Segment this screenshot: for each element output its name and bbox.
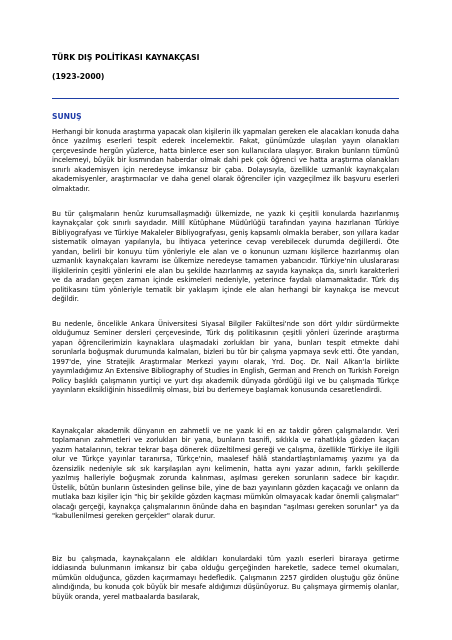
paragraph-1: Herhangi bir konuda araştırma yapacak olan kişilerin ilk yapmaları gereken ele alacakları konuda daha önce yazılmış eserleri tespit ederek incelemektir. Fakat, günümüzde ulaşılan yayın olanakları çerçevesinde hergün yüzlerce, hatta binlerce eser son kullanıcılara ulaşıyor. Bırakın bunların tümünü incelemeyi, büyük bir kısmından haberdar olmak dahi pek çok öğrenci ve hatta araştırma olanakları sınırlı akademisyen için neredeyse imkansız bir çaba. Dolayısıyla, özellikle uzmanlık kaynakçaları akademisyenler, araştırmacılar ve daha genel olarak öğrenciler için vazgeçilmez ilk başvuru eserleri olmaktadır.: [52, 128, 399, 193]
paragraph-5: Biz bu çalışmada, kaynakçaların ele aldıkları konulardaki tüm yazılı eserleri biraraya getirme iddiasında bulunmanın imkansız bir çaba olduğu gerçeğinden hareketle, sadece temel okumaları, mümkün olduğunca, gözden kaçırmamayı hedefledik. Çalışmanın 2257 girdiden oluştuğu göz önüne alındığında, bu konuda çok büyük bir mesafe aldığımızı düşünüyoruz. Bu çalışmaya girmemiş olanlar, büyük oranda, yerel matbaalarda basılarak,: [52, 555, 399, 601]
document-title: TÜRK DIŞ POLİTİKASI KAYNAKÇASI: [52, 53, 200, 62]
horizontal-divider: [52, 98, 399, 99]
paragraph-4: Kaynakçalar akademik dünyanın en zahmetli ve ne yazık ki en az takdir gören çalışmalarıdır. Veri toplamanın zahmetleri ve zorlukları bir yana, bunların tasnifi, sıklıkla ve rahatlıkla gözden kaçan yazım hatalarının, tekrar tekrar başa dönerek düzeltilmesi gereği ve çalışma, özellikle Türkiye ile ilgili olur ve Türkçe yayınlar taranırsa, Türkçe'nin, maalesef hâlâ standartlaştırılamamış yazımı ya da özensizlik nedeniyle sık sık karşılaşılan aynı kelimenin, hatta aynı yazar adının, farklı şekillerde yazılmış halleriyle boğuşmak zorunda kalınması, aşılması gereken sorunların sadece bir kaçıdır. Üstelik, bütün bunların üstesinden gelinse bile, yine de bazı yayınların gözden kaçacağı ve onların da mutlaka bazı kişiler için "hiç bir şekilde gözden kaçması mümkün olmayacak kadar önemli çalışmalar" olacağı gerçeği, kaynakça çalışmalarının önünde daha en başından "aşılması gereken sorunlar" ya da "kabullenilmesi gereken gerçekler" olarak durur.: [52, 427, 399, 521]
paragraph-3: Bu nedenle, öncelikle Ankara Üniversitesi Siyasal Bilgiler Fakültesi'nde son dört yıldır sürdürmekte olduğumuz Seminer dersleri çerçevesinde, Türk dış politikasının çeşitli yönleri üzerinde araştırma yapan öğrencilerimizin kaynaklara ulaşmadaki zorlukları bir yana, bunları tespit etmekte dahi sorunlarla boğuşmak durumunda kalmaları, bizleri bu tür bir çalışma yapmaya sevk etti. Öte yandan, 1997'de, yine Stratejik Araştırmalar Merkezi yayını olarak, Yrd. Doç. Dr. Nail Alkan'la birlikte yayımladığımız An Extensive Bibliography of Studies in English, German and French on Turkish Foreign Policy başlıklı çalışmanın yurtiçi ve yurt dışı akademik dünyada gördüğü ilgi ve bu çalışmada Türkçe yayınların eksikliğinin hissedilmiş olması, bizi bu derlemeye başlamak konusunda cesaretlendirdi.: [52, 320, 399, 395]
paragraph-2: Bu tür çalışmaların henüz kurumsallaşmadığı ülkemizde, ne yazık ki çeşitli konularda hazırlanmış kaynakçalar çok sınırlı sayıdadır. Millî Kütüphane Müdürlüğü tarafından yayına hazırlanan Türkiye Bibliyografyası ve Türkiye Makaleler Bibliyografyası, geniş kapsamlı olmakla beraber, son yıllara kadar sistematik olmayan yapılarıyla, bu ihtiyaca yeterince cevap verebilecek durumda değillerdi. Öte yandan, belirli bir konuyu tüm yönleriyle ele alan ve o konunun uzmanı kişilerce hazırlanmış olan uzmanlık kaynakçaları kavramı ise ülkemize neredeyse tamamen yabancıdır. Türkiye'nin uluslararası ilişkilerinin çeşitli yönlerini ele alan bu şekilde hazırlanmış az sayıda kaynakça da, sınırlı karakterleri ve da aradan geçen zaman içinde eskimeleri nedeniyle, yeterince faydalı olamamaktadır. Türk dış politikasını tüm yönleriyle tematik bir yaklaşım içinde ele alan herhangi bir kaynakça ise mevcut değildir.: [52, 210, 399, 304]
document-years: (1923-2000): [52, 72, 105, 81]
section-heading: SUNUŞ: [52, 112, 82, 121]
